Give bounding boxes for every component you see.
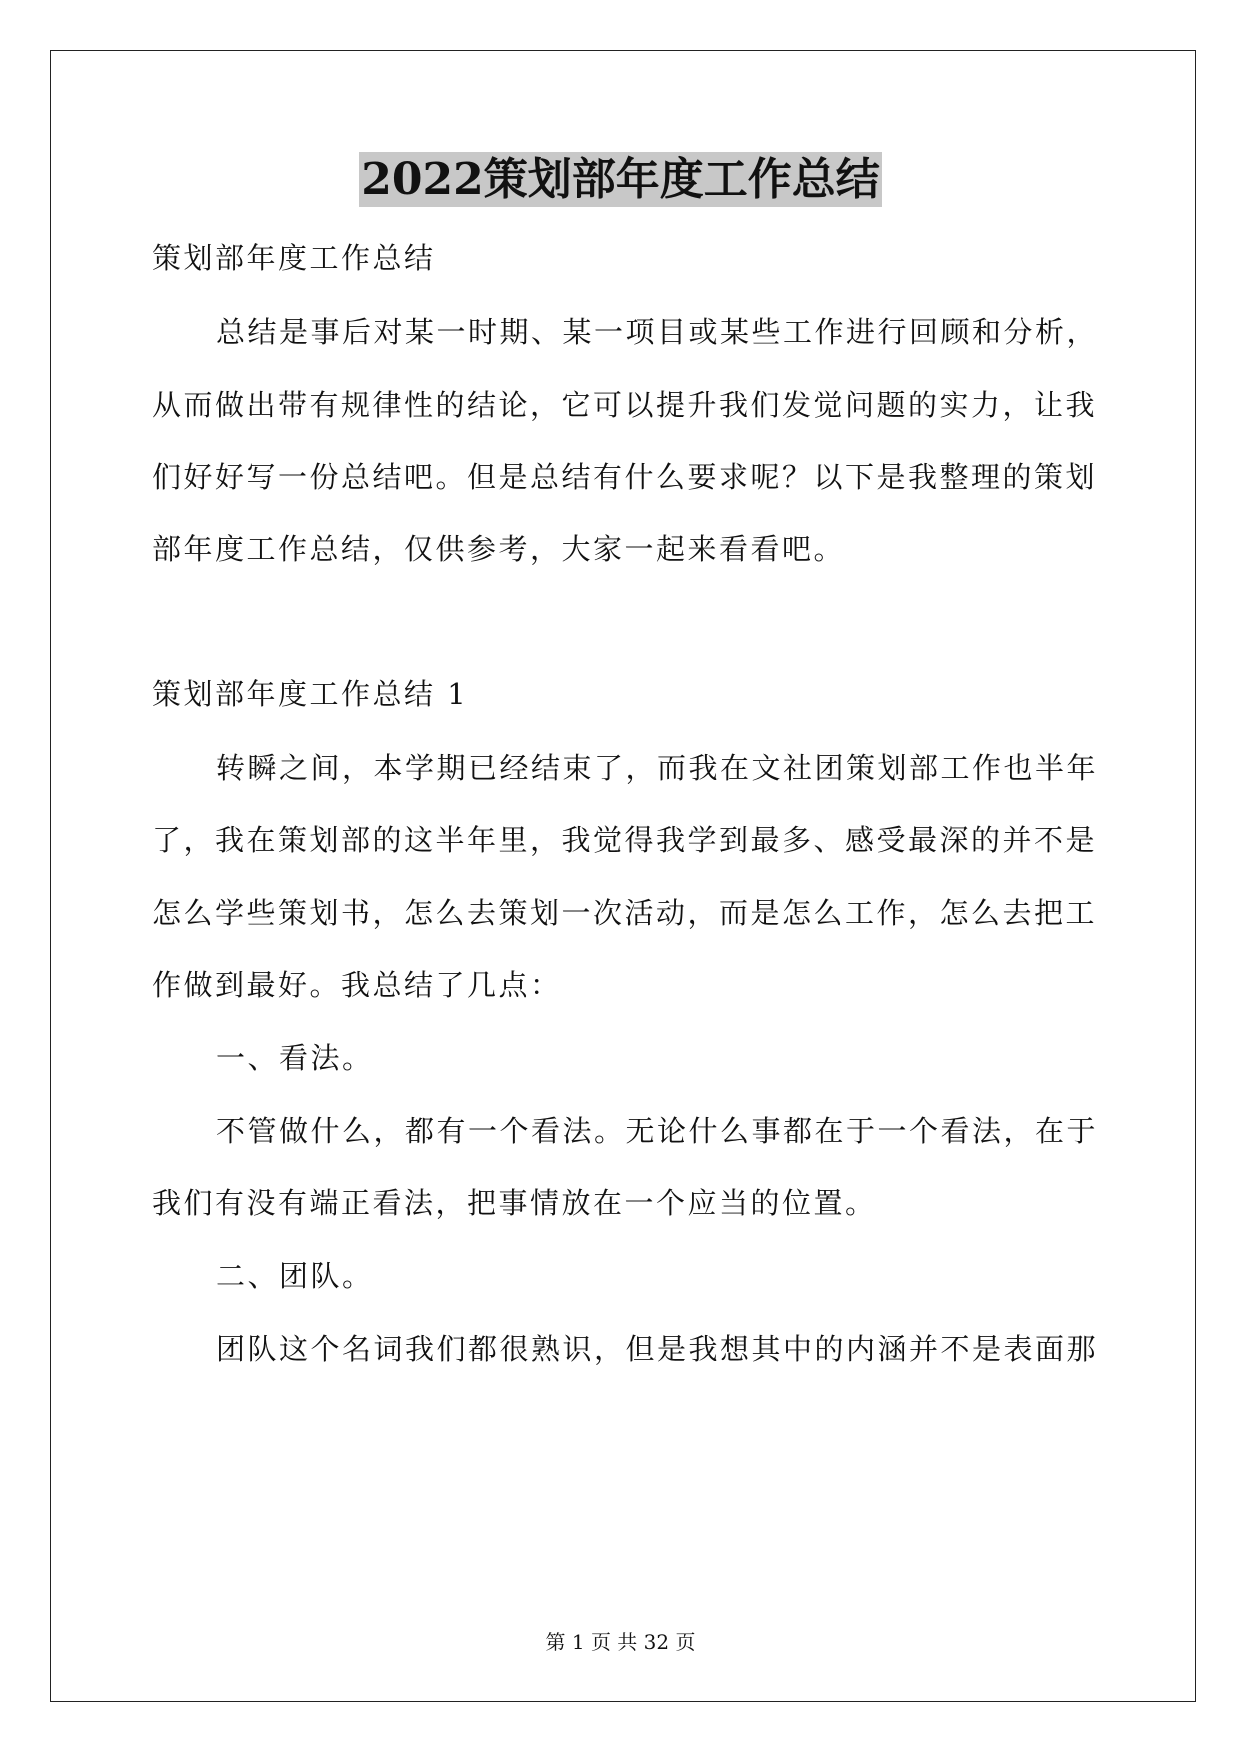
page-border — [50, 50, 1196, 1702]
point-heading: 一、看法。 — [216, 1041, 374, 1075]
paragraph-line: 转瞬之间，本学期已经结束了，而我在文社团策划部工作也半年 — [216, 751, 1099, 785]
paragraph-line: 们好好写一份总结吧。但是总结有什么要求呢？以下是我整理的策划 — [152, 460, 1098, 494]
paragraph-line: 不管做什么，都有一个看法。无论什么事都在于一个看法，在于 — [216, 1114, 1099, 1148]
page-number: 第 1 页 共 32 页 — [545, 1630, 696, 1654]
paragraph-line: 怎么学些策划书，怎么去策划一次活动，而是怎么工作，怎么去把工 — [152, 896, 1098, 930]
point-heading: 二、团队。 — [216, 1259, 374, 1293]
paragraph-line: 团队这个名词我们都很熟识，但是我想其中的内涵并不是表面那 — [216, 1332, 1099, 1366]
document-title-text: 2022策划部年度工作总结 — [361, 154, 880, 205]
paragraph-line: 从而做出带有规律性的结论，它可以提升我们发觉问题的实力，让我 — [152, 388, 1098, 422]
section-heading: 策划部年度工作总结 1 — [152, 677, 469, 711]
document-title — [0, 150, 1241, 210]
paragraph-line: 总结是事后对某一时期、某一项目或某些工作进行回顾和分析， — [216, 315, 1099, 349]
paragraph-line: 作做到最好。我总结了几点： — [152, 968, 562, 1002]
paragraph-line: 了，我在策划部的这半年里，我觉得我学到最多、感受最深的并不是 — [152, 823, 1098, 857]
paragraph-line: 部年度工作总结，仅供参考，大家一起来看看吧。 — [152, 532, 846, 566]
subtitle-line: 策划部年度工作总结 — [152, 241, 436, 275]
paragraph-line: 我们有没有端正看法，把事情放在一个应当的位置。 — [152, 1186, 877, 1220]
